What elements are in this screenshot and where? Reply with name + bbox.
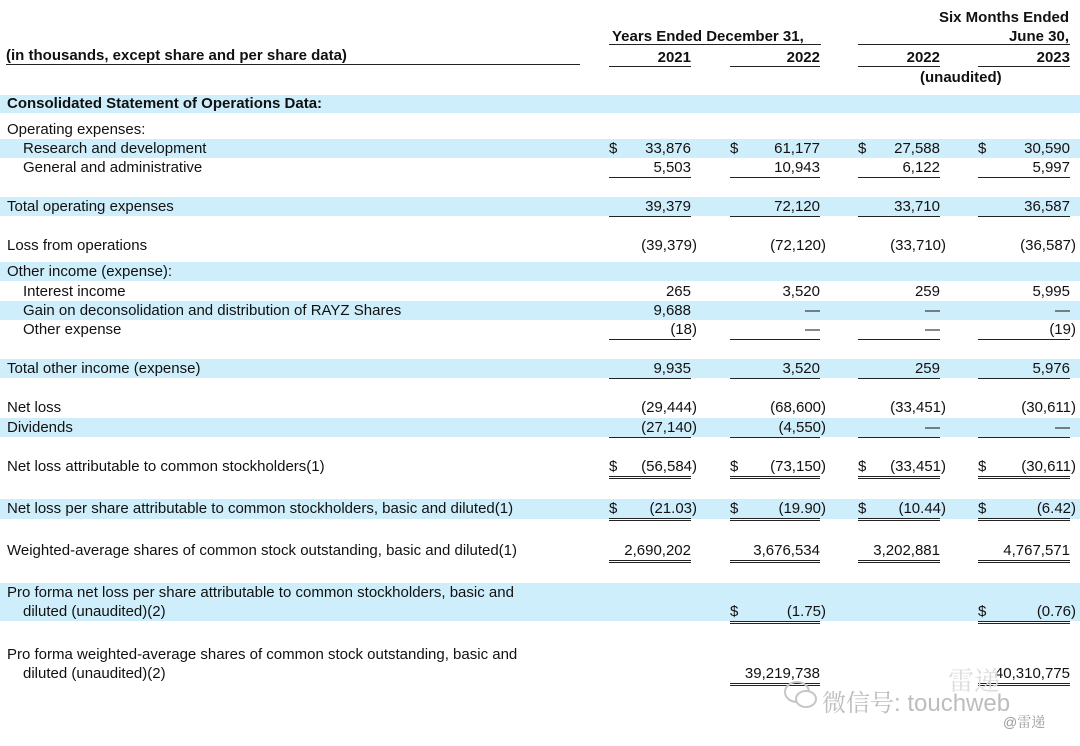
value-cell bbox=[858, 359, 940, 379]
value-cell bbox=[609, 158, 691, 178]
value-cell bbox=[978, 457, 1076, 479]
amount: 39,379 bbox=[645, 198, 691, 215]
amount: 259 bbox=[914, 360, 940, 377]
value-cell bbox=[730, 541, 820, 563]
value-cell bbox=[858, 418, 940, 438]
amount: 30,590 bbox=[1024, 140, 1070, 157]
value-cell bbox=[978, 359, 1070, 379]
amount: — bbox=[925, 419, 940, 436]
amount: 5,503 bbox=[653, 159, 691, 176]
amount: 2,690,202 bbox=[624, 542, 691, 559]
amount: (19.90) bbox=[778, 500, 826, 517]
row-label: Loss from operations bbox=[7, 237, 148, 254]
row-label: Interest income bbox=[23, 283, 126, 300]
row-label: Other income (expense): bbox=[7, 263, 173, 280]
amount: 27,588 bbox=[894, 140, 940, 157]
amount: 5,995 bbox=[1032, 283, 1070, 300]
value-cell bbox=[609, 139, 691, 158]
value-cell bbox=[730, 236, 826, 255]
value-cell bbox=[978, 398, 1076, 417]
amount: (30,611) bbox=[1021, 458, 1076, 475]
value-cell bbox=[858, 499, 946, 521]
row-label-continued: diluted (unaudited)(2) bbox=[23, 603, 166, 620]
row-label: Pro forma weighted-average shares of common stock outstanding, basic and bbox=[7, 646, 518, 663]
row-label: Total operating expenses bbox=[7, 198, 174, 215]
amount: 61,177 bbox=[774, 140, 820, 157]
value-cell bbox=[858, 541, 940, 563]
amount: (4,550) bbox=[778, 419, 826, 436]
amount: (0.76) bbox=[1036, 603, 1076, 620]
amount: (19) bbox=[1049, 321, 1076, 338]
amount: — bbox=[1055, 419, 1070, 436]
value-cell bbox=[858, 398, 946, 417]
dollar-sign: $ bbox=[858, 140, 867, 157]
amount: 4,767,571 bbox=[1003, 542, 1070, 559]
dollar-sign: $ bbox=[978, 140, 987, 157]
amount: (6.42) bbox=[1036, 500, 1076, 517]
row-label: Weighted-average shares of common stock outstanding, basic and diluted(1) bbox=[7, 542, 518, 559]
value-cell bbox=[730, 602, 826, 624]
row-label: General and administrative bbox=[23, 159, 203, 176]
col-header-2022-annual: 2022 bbox=[730, 49, 820, 67]
row-label-continued: diluted (unaudited)(2) bbox=[23, 665, 166, 682]
amount: 36,587 bbox=[1024, 198, 1070, 215]
amount: (1.75) bbox=[786, 603, 826, 620]
amount: (36,587) bbox=[1020, 237, 1076, 254]
value-cell bbox=[978, 158, 1070, 178]
amount: (33,451) bbox=[890, 399, 946, 416]
amount: (39,379) bbox=[641, 237, 697, 254]
amount: 40,310,775 bbox=[994, 665, 1070, 682]
value-cell bbox=[978, 418, 1070, 438]
amount: 72,120 bbox=[774, 198, 820, 215]
amount: (68,600) bbox=[770, 399, 826, 416]
years-group-underline bbox=[609, 44, 821, 45]
value-cell bbox=[609, 457, 697, 479]
value-cell bbox=[978, 139, 1070, 158]
value-cell bbox=[858, 457, 946, 479]
value-cell bbox=[609, 282, 691, 301]
value-cell bbox=[858, 197, 940, 217]
row-label: Other expense bbox=[23, 321, 122, 338]
dollar-sign: $ bbox=[730, 603, 739, 620]
value-cell bbox=[858, 320, 940, 340]
amount: (30,611) bbox=[1021, 399, 1076, 416]
col-header-2021: 2021 bbox=[609, 49, 691, 67]
dollar-sign: $ bbox=[730, 500, 739, 517]
row-label: Gain on deconsolidation and distribution of RAYZ Shares bbox=[23, 302, 402, 319]
value-cell bbox=[609, 398, 697, 417]
watermark-brand: 雷递 bbox=[948, 666, 1001, 696]
header-unit-note: (in thousands, except share and per share data) bbox=[6, 47, 580, 65]
amount: 3,520 bbox=[782, 360, 820, 377]
amount: 265 bbox=[665, 283, 691, 300]
dollar-sign: $ bbox=[609, 500, 618, 517]
value-cell bbox=[730, 158, 820, 178]
value-cell bbox=[978, 602, 1076, 624]
value-cell bbox=[730, 499, 826, 521]
value-cell bbox=[609, 301, 691, 320]
col-header-unaudited: (unaudited) bbox=[920, 69, 1002, 86]
row-label: Pro forma net loss per share attributable to common stockholders, basic and bbox=[7, 584, 514, 601]
row-label: Total other income (expense) bbox=[7, 360, 201, 377]
value-cell bbox=[730, 398, 826, 417]
value-cell bbox=[730, 139, 820, 158]
value-cell bbox=[858, 282, 940, 301]
wechat-logo-icon bbox=[784, 680, 818, 710]
dollar-sign: $ bbox=[609, 140, 618, 157]
value-cell bbox=[858, 301, 940, 320]
row-label: Net loss per share attributable to common stockholders, basic and diluted(1) bbox=[7, 500, 514, 517]
col-header-2023: 2023 bbox=[978, 49, 1070, 67]
amount: 5,997 bbox=[1032, 159, 1070, 176]
amount: (29,444) bbox=[641, 399, 697, 416]
value-cell bbox=[730, 282, 820, 301]
section-title: Consolidated Statement of Operations Data: bbox=[7, 95, 323, 112]
amount: 9,935 bbox=[653, 360, 691, 377]
amount: 33,876 bbox=[645, 140, 691, 157]
dollar-sign: $ bbox=[730, 458, 739, 475]
value-cell bbox=[858, 236, 946, 255]
value-cell bbox=[730, 418, 826, 438]
value-cell bbox=[609, 320, 697, 340]
dollar-sign: $ bbox=[978, 458, 987, 475]
value-cell bbox=[609, 499, 697, 521]
dollar-sign: $ bbox=[858, 500, 867, 517]
value-cell bbox=[978, 301, 1070, 320]
row-label: Net loss attributable to common stockholders(1) bbox=[7, 458, 325, 475]
amount: — bbox=[925, 302, 940, 319]
header-years-title: Years Ended December 31, bbox=[612, 28, 804, 45]
amount: 5,976 bbox=[1032, 360, 1070, 377]
amount: (10.44) bbox=[898, 500, 946, 517]
amount: (21.03) bbox=[649, 500, 697, 517]
header-six-months-title: Six Months Ended bbox=[938, 9, 1069, 26]
amount: 3,676,534 bbox=[753, 542, 820, 559]
amount: (33,710) bbox=[890, 237, 946, 254]
six-months-group-underline bbox=[858, 44, 1070, 45]
header-june-30: June 30, bbox=[1008, 28, 1069, 45]
value-cell bbox=[978, 320, 1076, 340]
value-cell bbox=[978, 236, 1076, 255]
amount: (18) bbox=[670, 321, 697, 338]
amount: 10,943 bbox=[774, 159, 820, 176]
value-cell bbox=[978, 499, 1076, 521]
value-cell bbox=[730, 457, 826, 479]
amount: 3,520 bbox=[782, 283, 820, 300]
amount: 39,219,738 bbox=[744, 665, 820, 682]
dollar-sign: $ bbox=[978, 500, 987, 517]
dollar-sign: $ bbox=[730, 140, 739, 157]
value-cell bbox=[609, 418, 697, 438]
amount: 259 bbox=[914, 283, 940, 300]
amount: — bbox=[805, 321, 820, 338]
value-cell bbox=[730, 359, 820, 379]
col-header-2022-six-months: 2022 bbox=[858, 49, 940, 67]
value-cell bbox=[858, 139, 940, 158]
value-cell bbox=[978, 282, 1070, 301]
dollar-sign: $ bbox=[978, 603, 987, 620]
amount: 9,688 bbox=[653, 302, 691, 319]
amount: 33,710 bbox=[894, 198, 940, 215]
amount: — bbox=[925, 321, 940, 338]
value-cell bbox=[858, 158, 940, 178]
value-cell bbox=[730, 197, 820, 217]
value-cell bbox=[609, 359, 691, 379]
amount: — bbox=[805, 302, 820, 319]
value-cell bbox=[730, 320, 820, 340]
watermark-handle: @雷递 bbox=[1003, 714, 1046, 730]
value-cell bbox=[609, 197, 691, 217]
row-label: Operating expenses: bbox=[7, 121, 146, 138]
value-cell bbox=[978, 541, 1070, 563]
amount: — bbox=[1055, 302, 1070, 319]
watermark-wechat-id: 微信号: touchweb bbox=[822, 690, 1011, 717]
amount: 6,122 bbox=[902, 159, 940, 176]
amount: (33,451) bbox=[890, 458, 946, 475]
amount: 3,202,881 bbox=[873, 542, 940, 559]
value-cell bbox=[978, 197, 1070, 217]
row-label: Net loss bbox=[7, 399, 62, 416]
amount: (72,120) bbox=[770, 237, 826, 254]
amount: (27,140) bbox=[641, 419, 697, 436]
value-cell bbox=[609, 236, 697, 255]
dollar-sign: $ bbox=[609, 458, 618, 475]
row-label: Dividends bbox=[7, 419, 73, 436]
value-cell bbox=[730, 301, 820, 320]
row-label: Research and development bbox=[23, 140, 207, 157]
dollar-sign: $ bbox=[858, 458, 867, 475]
amount: (56,584) bbox=[641, 458, 697, 475]
amount: (73,150) bbox=[770, 458, 826, 475]
value-cell bbox=[609, 541, 691, 563]
